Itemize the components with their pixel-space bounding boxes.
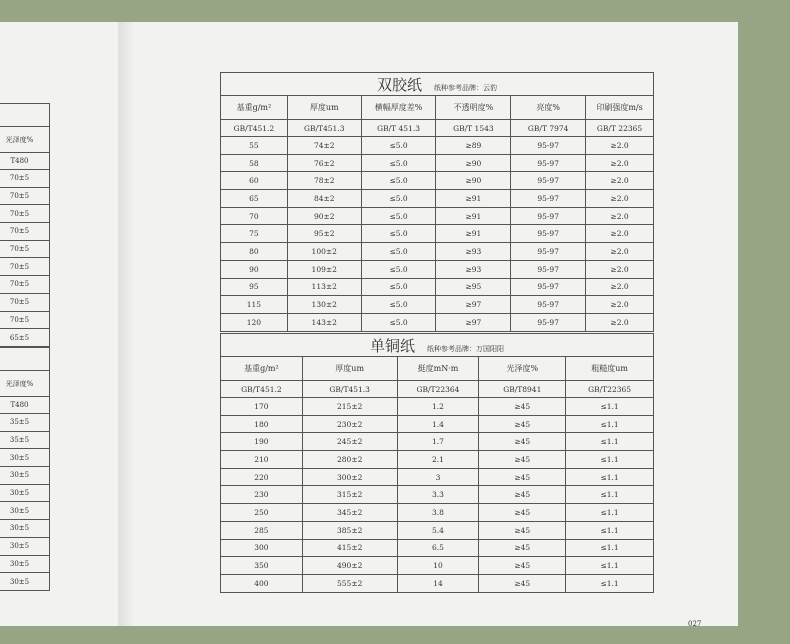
offset-paper-table [220, 72, 654, 332]
table-cell: 1.2 [397, 398, 479, 416]
table-cell: 70±5 [0, 311, 50, 329]
table-cell: ≤5.0 [361, 260, 436, 278]
table-row [0, 555, 50, 573]
table-cell: ≥91 [436, 225, 511, 243]
standard-cell: GB/T 1543 [436, 120, 511, 137]
table-cell: 70±5 [0, 276, 50, 294]
table-cell: ≥2.0 [586, 137, 654, 155]
table-cell: ≤5.0 [361, 225, 436, 243]
table-cell: 95-97 [511, 207, 586, 225]
table-cell: ≥93 [436, 243, 511, 261]
header-cell: 基重g/m² [221, 96, 288, 120]
table-cell: 95-97 [511, 154, 586, 172]
table-cell: 65 [221, 190, 288, 208]
book-spread [0, 22, 738, 626]
table-cell: 555±2 [302, 574, 397, 592]
table-cell: 30±5 [0, 467, 50, 485]
table-row [221, 296, 654, 314]
table-cell: 90±2 [287, 207, 361, 225]
table-cell: ≥2.0 [586, 172, 654, 190]
header-cell: 亮度% [511, 96, 586, 120]
left-table-blank [0, 104, 50, 127]
coated-paper-table [220, 333, 654, 593]
table-row [221, 225, 654, 243]
table-cell: ≥2.0 [586, 243, 654, 261]
left-table-1 [0, 103, 50, 347]
standard-cell: GB/T451.3 [302, 381, 397, 398]
table-cell: 30±5 [0, 449, 50, 467]
table-cell: 120 [221, 313, 288, 331]
table-cell: ≥93 [436, 260, 511, 278]
table-cell: 100±2 [287, 243, 361, 261]
table-cell: 70±5 [0, 205, 50, 223]
table-cell: 490±2 [302, 557, 397, 575]
table-cell: 3.3 [397, 486, 479, 504]
table-row [221, 398, 654, 416]
table-cell: 143±2 [287, 313, 361, 331]
table-cell: 245±2 [302, 433, 397, 451]
table-cell: 95-97 [511, 172, 586, 190]
table-row [0, 329, 50, 347]
table-cell: ≥45 [479, 486, 566, 504]
left-table-blank [0, 348, 50, 371]
table-row [0, 170, 50, 188]
table-cell: 95 [221, 278, 288, 296]
table-row [221, 539, 654, 557]
table-cell: ≤1.1 [566, 398, 654, 416]
table-cell: ≥45 [479, 521, 566, 539]
table-cell: 109±2 [287, 260, 361, 278]
table-cell: 95-97 [511, 313, 586, 331]
left-table-body [0, 414, 50, 591]
table-cell: 35±5 [0, 431, 50, 449]
table-cell: 3 [397, 468, 479, 486]
table-cell: 70±5 [0, 240, 50, 258]
table-subtitle: 纸种参考品牌：万国阳阳 [427, 344, 504, 353]
standard-cell: GB/T8941 [479, 381, 566, 398]
table-cell: 75 [221, 225, 288, 243]
table-cell: 300±2 [302, 468, 397, 486]
table-row [221, 486, 654, 504]
table-row [0, 293, 50, 311]
table-cell: 55 [221, 137, 288, 155]
table-cell: ≥45 [479, 539, 566, 557]
table-cell: 60 [221, 172, 288, 190]
table-row [0, 467, 50, 485]
table-cell: ≥45 [479, 468, 566, 486]
table-cell: 6.5 [397, 539, 479, 557]
standard-cell: GB/T 22365 [586, 120, 654, 137]
table-cell: 2.1 [397, 451, 479, 469]
table-row [0, 484, 50, 502]
table-cell: 5.4 [397, 521, 479, 539]
table-row [0, 431, 50, 449]
table-cell: 415±2 [302, 539, 397, 557]
table-cell: ≤1.1 [566, 539, 654, 557]
table-row [221, 468, 654, 486]
table-title: 双胶纸 [376, 75, 422, 94]
standard-cell: GB/T 451.3 [361, 120, 436, 137]
table-cell: 95-97 [511, 225, 586, 243]
table-cell: ≤5.0 [361, 137, 436, 155]
table-cell: 95-97 [511, 190, 586, 208]
table-body [221, 398, 654, 593]
table-cell: ≤5.0 [361, 172, 436, 190]
table-cell: ≥89 [436, 137, 511, 155]
table-cell: 250 [221, 504, 303, 522]
header-cell: 印刷强度m/s [586, 96, 654, 120]
table-cell: 70 [221, 207, 288, 225]
table-cell: ≤5.0 [361, 190, 436, 208]
table-cell: 1.7 [397, 433, 479, 451]
table-cell: 1.4 [397, 415, 479, 433]
header-cell: 厚度um [287, 96, 361, 120]
table-cell: 78±2 [287, 172, 361, 190]
table-cell: ≥2.0 [586, 190, 654, 208]
table-cell: ≥45 [479, 398, 566, 416]
table-cell: 70±5 [0, 223, 50, 241]
standard-cell: GB/T22364 [397, 381, 479, 398]
table-cell: ≤5.0 [361, 207, 436, 225]
table-row [0, 449, 50, 467]
table-cell: 70±5 [0, 187, 50, 205]
table-cell: ≥97 [436, 313, 511, 331]
book-gutter [118, 22, 148, 626]
table-cell: 70±5 [0, 258, 50, 276]
table-row [221, 137, 654, 155]
left-table-standard: T480 [0, 153, 50, 170]
table-cell: 210 [221, 451, 303, 469]
table-cell: ≤5.0 [361, 313, 436, 331]
table-cell: ≤1.1 [566, 451, 654, 469]
table-row [0, 573, 50, 591]
header-cell: 挺度mN·m [397, 357, 479, 381]
standard-cell: GB/T451.2 [221, 381, 303, 398]
table-row [221, 557, 654, 575]
table-cell: 115 [221, 296, 288, 314]
left-table-header: 光泽度% [0, 127, 50, 153]
standard-cell: GB/T451.3 [287, 120, 361, 137]
table-subtitle: 纸种参考品牌：云豹 [434, 83, 497, 92]
table-row [0, 258, 50, 276]
table-cell: ≤5.0 [361, 278, 436, 296]
table-cell: 95-97 [511, 278, 586, 296]
table-cell: 30±5 [0, 537, 50, 555]
table-cell: ≤1.1 [566, 504, 654, 522]
header-cell: 横幅厚度差% [361, 96, 436, 120]
table-row [221, 521, 654, 539]
table-row [221, 154, 654, 172]
table-cell: 30±5 [0, 555, 50, 573]
table-cell: ≤1.1 [566, 468, 654, 486]
table-cell: ≥2.0 [586, 207, 654, 225]
header-cell: 粗糙度um [566, 357, 654, 381]
table-cell: 95-97 [511, 137, 586, 155]
table-cell: 70±5 [0, 293, 50, 311]
table-cell: 190 [221, 433, 303, 451]
table-cell: ≤1.1 [566, 574, 654, 592]
table-cell: 30±5 [0, 573, 50, 591]
table-cell: 280±2 [302, 451, 397, 469]
table-title-cell [221, 73, 654, 96]
table-cell: 95-97 [511, 243, 586, 261]
table-cell: 84±2 [287, 190, 361, 208]
table-cell: 65±5 [0, 329, 50, 347]
header-cell: 光泽度% [479, 357, 566, 381]
table-cell: 90 [221, 260, 288, 278]
table-cell: ≥2.0 [586, 278, 654, 296]
table-cell: 76±2 [287, 154, 361, 172]
table-cell: 230±2 [302, 415, 397, 433]
table-row [221, 433, 654, 451]
table-cell: ≤1.1 [566, 415, 654, 433]
table-row [0, 187, 50, 205]
table-row [221, 190, 654, 208]
table-row [221, 415, 654, 433]
table-row [221, 207, 654, 225]
page-number: 027 [688, 620, 702, 626]
table-cell: 350 [221, 557, 303, 575]
standard-cell: GB/T 7974 [511, 120, 586, 137]
table-cell: ≥90 [436, 154, 511, 172]
left-table-header: 光泽度% [0, 371, 50, 397]
table-cell: ≥45 [479, 415, 566, 433]
table-cell: ≥2.0 [586, 225, 654, 243]
table-cell: 3.8 [397, 504, 479, 522]
left-table-standard: T480 [0, 397, 50, 414]
table-cell: ≤1.1 [566, 521, 654, 539]
table-row [221, 172, 654, 190]
header-cell: 基重g/m² [221, 357, 303, 381]
left-table-body [0, 170, 50, 347]
table-cell: ≤1.1 [566, 433, 654, 451]
table-row [0, 223, 50, 241]
table-cell: 74±2 [287, 137, 361, 155]
table-cell: 180 [221, 415, 303, 433]
table-cell: 130±2 [287, 296, 361, 314]
table-cell: 70±5 [0, 170, 50, 188]
table-cell: ≥45 [479, 557, 566, 575]
table-title-cell [221, 334, 654, 357]
table-cell: ≤5.0 [361, 154, 436, 172]
table-title: 单铜纸 [369, 336, 415, 355]
table-cell: 10 [397, 557, 479, 575]
table-cell: ≥45 [479, 433, 566, 451]
table-cell: 315±2 [302, 486, 397, 504]
table-cell: ≥2.0 [586, 260, 654, 278]
table-row [0, 205, 50, 223]
table-cell: ≥45 [479, 574, 566, 592]
header-cell: 不透明度% [436, 96, 511, 120]
table-cell: 345±2 [302, 504, 397, 522]
table-row [221, 451, 654, 469]
table-row [0, 311, 50, 329]
table-row [0, 414, 50, 432]
header-cell: 厚度um [302, 357, 397, 381]
table-cell: 30±5 [0, 484, 50, 502]
table-body [221, 137, 654, 332]
table-cell: 95-97 [511, 296, 586, 314]
table-cell: 95±2 [287, 225, 361, 243]
table-cell: 170 [221, 398, 303, 416]
table-row [0, 520, 50, 538]
table-cell: 220 [221, 468, 303, 486]
table-cell: ≤1.1 [566, 557, 654, 575]
table-cell: ≥45 [479, 504, 566, 522]
table-cell: ≥90 [436, 172, 511, 190]
table-cell: 35±5 [0, 414, 50, 432]
table-row [221, 243, 654, 261]
table-row [221, 260, 654, 278]
table-row [221, 504, 654, 522]
table-cell: ≥95 [436, 278, 511, 296]
table-cell: 215±2 [302, 398, 397, 416]
table-cell: ≤5.0 [361, 296, 436, 314]
standard-cell: GB/T451.2 [221, 120, 288, 137]
table-row [0, 502, 50, 520]
table-cell: 300 [221, 539, 303, 557]
table-row [0, 276, 50, 294]
table-cell: 400 [221, 574, 303, 592]
table-cell: 30±5 [0, 520, 50, 538]
table-cell: 14 [397, 574, 479, 592]
table-cell: ≥2.0 [586, 154, 654, 172]
table-row [221, 313, 654, 331]
table-cell: 285 [221, 521, 303, 539]
table-cell: ≥45 [479, 451, 566, 469]
table-cell: 30±5 [0, 502, 50, 520]
table-cell: ≥97 [436, 296, 511, 314]
table-cell: ≥91 [436, 207, 511, 225]
table-cell: ≤1.1 [566, 486, 654, 504]
table-row [221, 574, 654, 592]
table-cell: 58 [221, 154, 288, 172]
table-cell: ≥2.0 [586, 296, 654, 314]
table-cell: ≥2.0 [586, 313, 654, 331]
table-cell: 385±2 [302, 521, 397, 539]
table-cell: 113±2 [287, 278, 361, 296]
table-row [0, 537, 50, 555]
left-table-2 [0, 347, 50, 591]
table-row [0, 240, 50, 258]
table-cell: 80 [221, 243, 288, 261]
table-cell: 95-97 [511, 260, 586, 278]
table-cell: ≥91 [436, 190, 511, 208]
table-cell: 230 [221, 486, 303, 504]
table-row [221, 278, 654, 296]
table-cell: ≤5.0 [361, 243, 436, 261]
standard-cell: GB/T22365 [566, 381, 654, 398]
